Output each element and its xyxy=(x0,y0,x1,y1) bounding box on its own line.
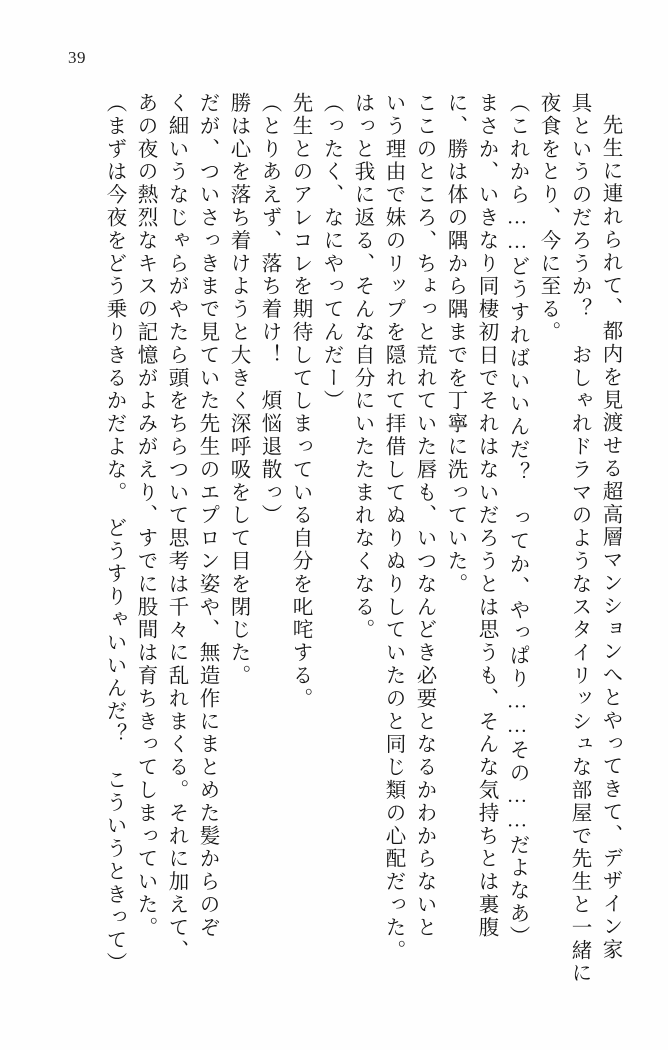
text-line: 勝は心を落ち着けようと大きく深呼吸をして目を閉じた。 xyxy=(227,92,249,688)
text-line: （これから……どうすればいいんだ？ ってか、やっぱり……その……だよなあ） xyxy=(506,92,528,949)
text-line: だが、ついさっきまで見ていた先生のエプロン姿や、無造作にまとめた髪からのぞ xyxy=(196,92,218,940)
text-line: （とりあえず、落ち着け！ 煩悩退散っ） xyxy=(258,92,280,528)
text-line: まさか、いきなり同棲初日でそれはないだろうとは思うも、そんな気持ちとは裏腹 xyxy=(475,92,497,940)
vertical-text-block xyxy=(52,92,620,1010)
text-line: はっと我に返る、そんな自分にいたたまれなくなる。 xyxy=(351,92,373,642)
text-line: く細いうなじゃらがやたら頭をちらついて思考は千々に乱れまくる。それに加えて、 xyxy=(165,92,187,963)
text-line: あの夜の熱烈なキスの記憶がよみがえり、すでに股間は育ちきってしまっていた。 xyxy=(134,92,156,940)
text-line: 先生に連れられて、都内を見渡せる超高層マンションへとやってきて、デザイン家 xyxy=(599,114,621,962)
text-line: 具というのだろうか？ おしゃれドラマのようなスタイリッシュな部屋で先生と一緒に xyxy=(568,92,590,986)
text-line: いう理由で妹のリップを隠れて拝借してぬりぬりしていたのと同じ類の心配だった。 xyxy=(382,92,404,963)
text-line: 先生とのアレコレを期待してしまっている自分を叱咤する。 xyxy=(289,92,311,711)
text-line: ここのところ、ちょっと荒れていた唇も、いつなんどき必要となるかわからないと xyxy=(413,92,435,940)
text-line: （ったく、なにやってんだー） xyxy=(320,92,342,413)
page-number: 39 xyxy=(68,48,86,67)
text-line: に、勝は体の隅から隅までを丁寧に洗っていた。 xyxy=(444,92,466,596)
text-line: （まずは今夜をどう乗りきるかだよな。 どうすりゃいいんだ？ こういうときって） xyxy=(103,92,125,975)
text-line: 夜食をとり、今に至る。 xyxy=(537,92,559,344)
